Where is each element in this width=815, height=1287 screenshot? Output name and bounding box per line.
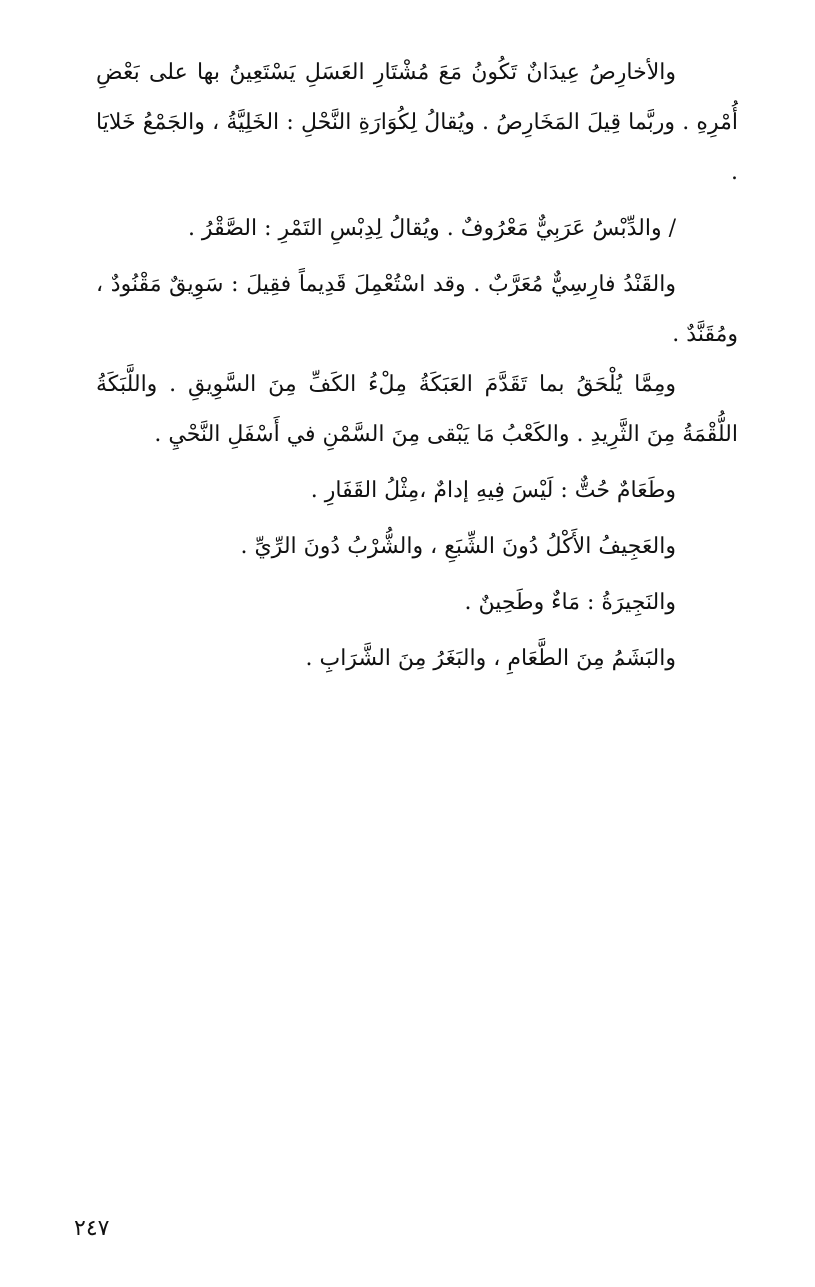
paragraph-abaka: ومِمَّا يُلْحَقُ بما تَقَدَّمَ العَبَكَةُ مِلْءُ الكَفِّ مِنَ السَّوِيقِ . واللَّبَكَةُ اللُّقْمَةُ مِنَ الثَّرِيدِ . والكَعْبُ مَا يَبْقى مِنَ السَّمْنِ في أَسْفَلِ النَّحْيِ . bbox=[96, 372, 738, 447]
paragraph-ajif: والعَجِيفُ الأَكْلُ دُونَ الشِّبَعِ ، والشُّرْبُ دُونَ الرِّيِّ . bbox=[240, 534, 676, 559]
paragraph-hutt: وطَعَامٌ حُتٌّ : لَيْسَ فِيهِ إدامٌ ،مِثْلُ القَفَارِ . bbox=[310, 478, 676, 503]
paragraph-akharis: والأخارِصُ عِيدَانٌ تَكُونُ مَعَ مُشْتَارِ العَسَلِ يَسْتَعِينُ بها على بَعْضِ أُمْرِهِ . وربَّما قِيلَ المَخَارِصُ . ويُقالُ لِكُوَارَةِ النَّحْلِ : الخَلِيَّةُ ، والجَمْعُ خَلايَا . bbox=[96, 60, 738, 185]
paragraph-qand: والقَنْدُ فارِسِيٌّ مُعَرَّبٌ . وقد اسْتُعْمِلَ قَدِيماً فقِيلَ : سَوِيقٌ مَقْنُودٌ ، ومُقَنَّدٌ . bbox=[96, 272, 738, 347]
paragraph-dibs: / والدِّبْسُ عَرَبِيٌّ مَعْرُوفٌ . ويُقالُ لِدِبْسِ التَمْرِ : الصَّقْرُ . bbox=[187, 216, 676, 241]
paragraph-basham: والبَشَمُ مِنَ الطَّعَامِ ، والبَغَرُ مِنَ الشَّرَابِ . bbox=[305, 646, 676, 671]
page-number: ٢٤٧ bbox=[74, 1216, 110, 1241]
paragraph-najira: والنَجِيرَةُ : مَاءٌ وطَحِينٌ . bbox=[464, 590, 676, 615]
body-text bbox=[96, 48, 738, 684]
